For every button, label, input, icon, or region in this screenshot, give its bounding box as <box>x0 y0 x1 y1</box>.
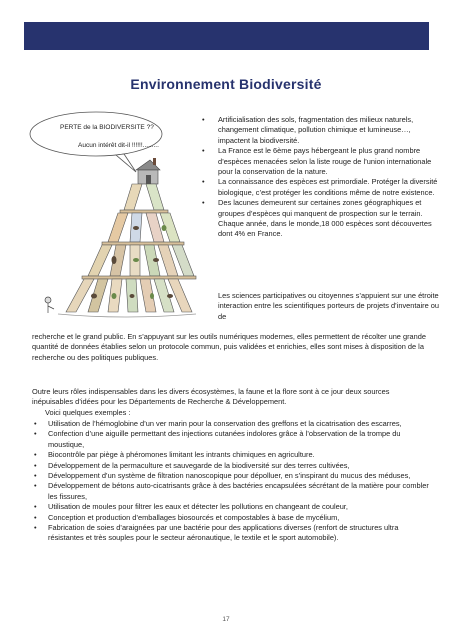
list-item: • Confection d’une aiguille permettant des injections cutanées indolores grâce à l’observation de la trompe du moustique, <box>34 429 430 450</box>
list-item: • Des lacunes demeurent sur certaines zones géographiques et groupes d’espèces qui manquent de prospection sur le terrain. Chaque année, dans le monde,18 000 espèces sont découvertes dont 4% en France. <box>202 198 440 240</box>
participatory-science-paragraph: Les sciences participatives ou citoyennes s’appuient sur une étroite interaction entre les scientifiques porteurs de projets d’inventaire ou de <box>218 291 440 321</box>
speech-bubble-line-1: PERTE de la BIODIVERSITE ?? <box>60 124 154 131</box>
list-item: • La France est le 6ème pays hébergeant le plus grand nombre d’espèces menacées selon la liste rouge de l’union internationale pour la conservation de la nature. <box>202 146 440 177</box>
list-item: • Développement de la permaculture et sauvegarde de la biodiversité sur des terres cultivées, <box>34 461 430 471</box>
speech-bubble-line-2: Aucun intérêt dit-il !!!!!!......... <box>78 142 159 149</box>
list-item: • Développement d’un système de filtration nanoscopique pour dépolluer, en s’inspirant du mucus des méduses, <box>34 471 430 481</box>
list-item: • Développement de bétons auto-cicatrisants grâce à des bactéries encapsulées sécrétant de la matière pour combler les fissures, <box>34 481 430 502</box>
list-item: • Utilisation de l’hémoglobine d’un ver marin pour la conservation des greffons et la cicatrisation des escarres, <box>34 419 430 429</box>
list-item: • Artificialisation des sols, fragmentation des milieux naturels, changement climatique, pollution chimique et lumineuse…, impactent la biodiversité. <box>202 115 440 146</box>
examples-list <box>34 419 430 544</box>
list-item: • Utilisation de moules pour filtrer les eaux et détecter les pollutions en changeant de couleur, <box>34 502 430 512</box>
header-bar <box>24 22 429 50</box>
continuation-paragraph: recherche et le grand public. En s’appuyant sur les outils numériques modernes, elles permettent de récolter une grande quantité de données établies selon un protocole commun, puis validées et enrichies, elles sont mises à disposition de la recherche ou des politiques publiques. <box>32 332 426 362</box>
list-item: • La connaissance des espèces est primordiale. Protéger la diversité biologique, c’est protéger les conditions même de notre existence. <box>202 177 440 198</box>
page-title: Environnement Biodiversité <box>130 76 322 92</box>
list-item: • Fabrication de soies d’araignées par une bactérie pour des applications diverses (renfort de structures ultra résistantes et très souples pour le secteur aéronautique, le textile et le sport automobile). <box>34 523 430 544</box>
list-item: • Conception et production d’emballages biosourcés et compostables à base de mycélium, <box>34 513 430 523</box>
page-number: 17 <box>222 616 230 623</box>
right-bullet-list <box>202 115 440 240</box>
rd-paragraph: Outre leurs rôles indispensables dans les divers écosystèmes, la faune et la flore sont à ce jour deux sources inépuisables d’idées pour les Départements de Recherche & Développement. <box>32 387 390 407</box>
examples-heading: Voici quelques exemples : <box>45 408 131 417</box>
list-item: • Biocontrôle par piège à phéromones limitant les intrants chimiques en agriculture. <box>34 450 430 460</box>
